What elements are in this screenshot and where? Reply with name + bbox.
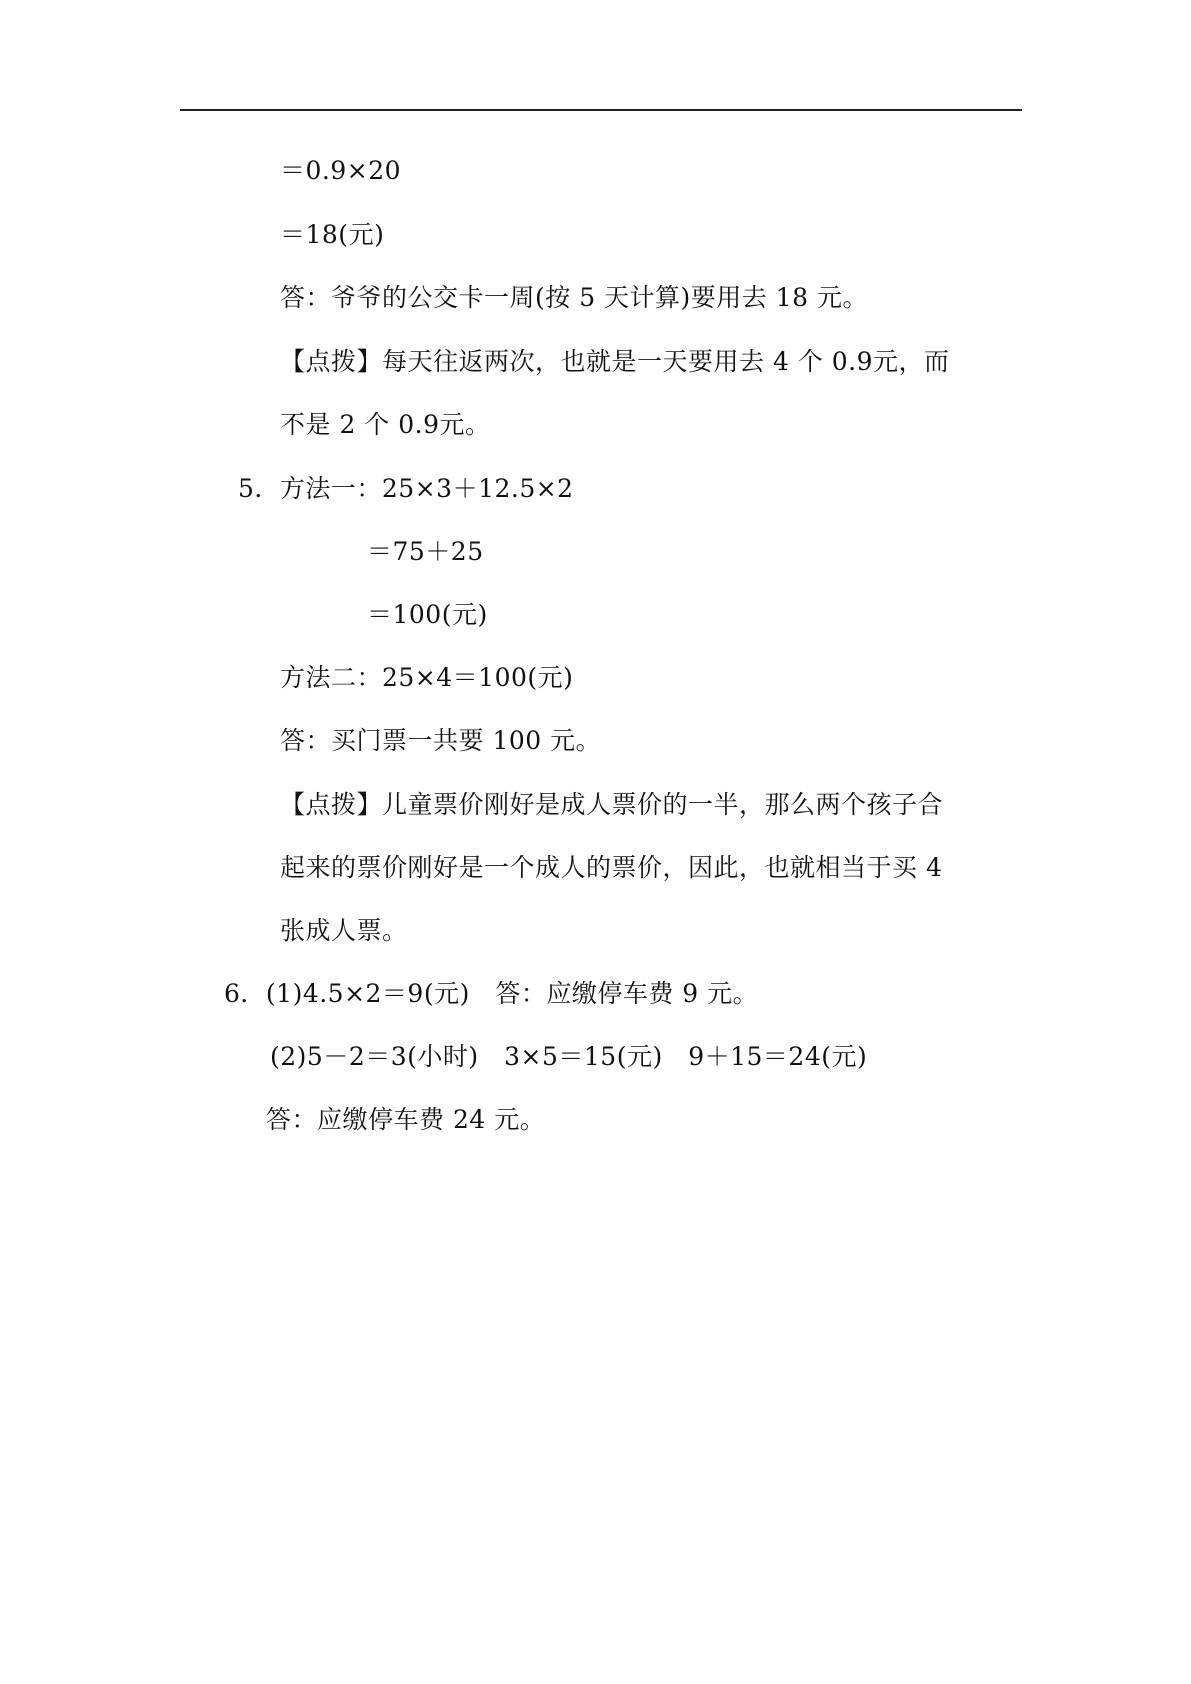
calc-result: ＝18(元) — [280, 220, 385, 249]
question-5-method-1: 5．方法一：25×3＋12.5×2 — [238, 474, 574, 503]
method-1-step-1: ＝75＋25 — [367, 537, 484, 566]
method-1-step-2: ＝100(元) — [367, 600, 488, 629]
hint-5-line-3: 张成人票。 — [280, 916, 408, 945]
hint-5-line-2: 起来的票价刚好是一个成人的票价，因此，也就相当于买 4 — [280, 853, 943, 882]
answer-6: 答：应缴停车费 24 元。 — [266, 1105, 546, 1134]
question-6-part-2: (2)5－2＝3(小时) 3×5＝15(元) 9＋15＝24(元) — [270, 1042, 868, 1071]
question-6-part-1: 6．(1)4.5×2＝9(元) 答：应缴停车费 9 元。 — [224, 979, 759, 1008]
hint-5-line-1: 【点拨】儿童票价刚好是成人票价的一半，那么两个孩子合 — [280, 790, 944, 819]
answer-5: 答：买门票一共要 100 元。 — [280, 726, 602, 755]
question-5-method-2: 方法二：25×4＝100(元) — [280, 663, 574, 692]
hint-4-line-1: 【点拨】每天往返两次，也就是一天要用去 4 个 0.9元，而 — [280, 347, 950, 376]
hint-4-line-2: 不是 2 个 0.9元。 — [280, 410, 491, 439]
answer-4: 答：爷爷的公交卡一周(按 5 天计算)要用去 18 元。 — [280, 283, 869, 312]
calc-line: ＝0.9×20 — [280, 156, 402, 185]
header-rule — [180, 109, 1022, 111]
